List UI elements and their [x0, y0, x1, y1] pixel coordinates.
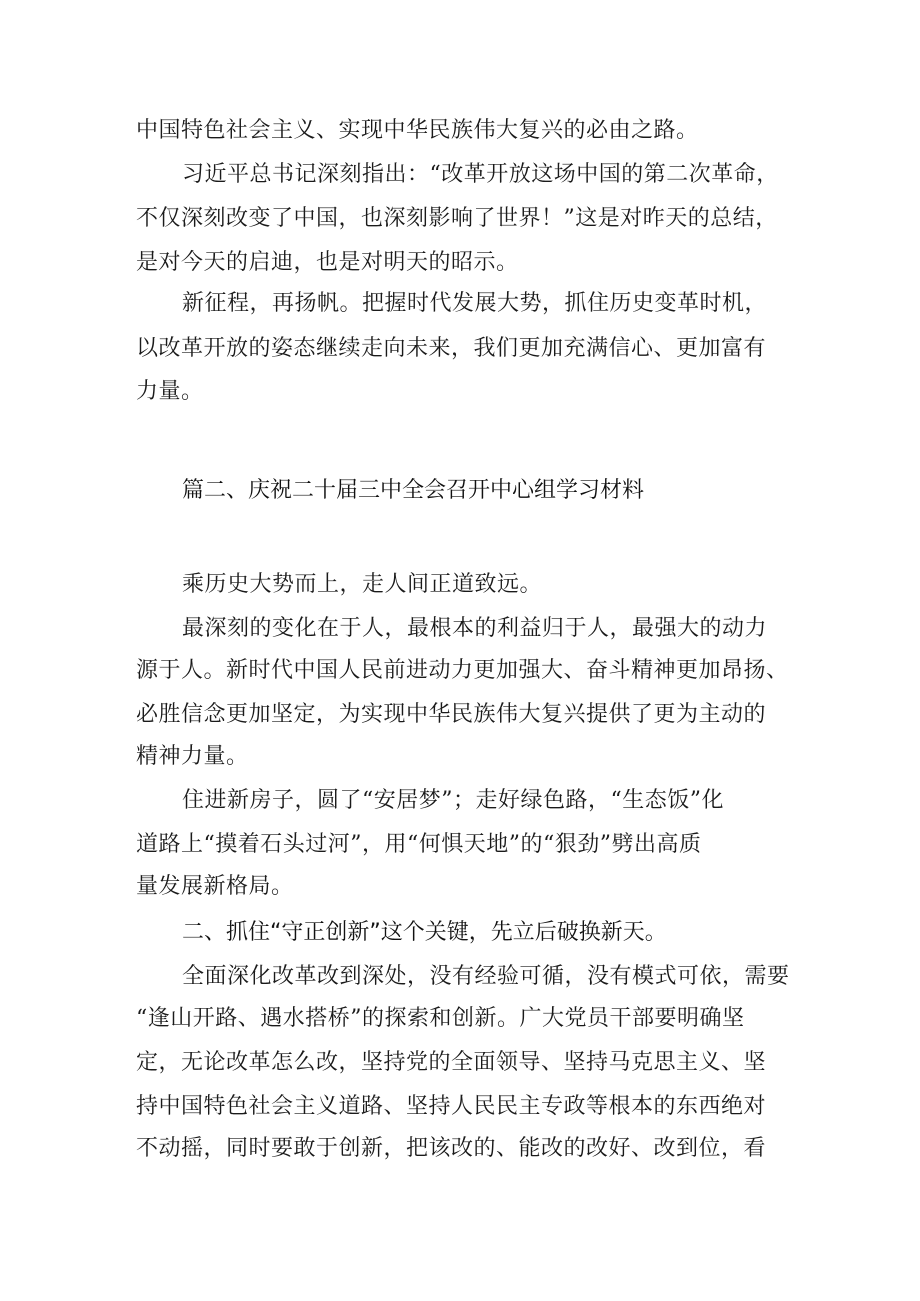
section-title: 篇二、庆祝二十届三中全会召开中心组学习材料 [182, 478, 645, 503]
text-line: 精神力量。 [136, 744, 249, 769]
text-line: “逢山开路、遇水搭桥”的探索和创新。广大党员干部要明确坚 [136, 1006, 745, 1031]
text-line: 以改革开放的姿态继续走向未来，我们更加充满信心、更加富有 [136, 336, 767, 361]
text-line: 新征程，再扬帆。把握时代发展大势，抓住历史变革时机， [182, 291, 768, 316]
text-line: 是对今天的启迪，也是对明天的昭示。 [136, 250, 519, 275]
text-line: 乘历史大势而上，走人间正道致远。 [182, 572, 543, 597]
text-line: 最深刻的变化在于人，最根本的利益归于人，最强大的动力 [182, 616, 768, 641]
text-line: 道路上“摸着石头过河”，用“何惧天地”的“狠劲”劈出高质 [136, 832, 702, 857]
sub-heading: 二、抓住“守正创新”这个关键，先立后破换新天。 [182, 920, 667, 945]
text-line: 力量。 [136, 379, 204, 404]
text-line: 习近平总书记深刻指出：“改革开放这场中国的第二次革命， [182, 162, 779, 187]
text-line: 不动摇，同时要敢于创新，把该改的、能改的改好、改到位，看 [136, 1136, 767, 1161]
text-line: 全面深化改革改到深处，没有经验可循，没有模式可依，需要 [182, 964, 790, 989]
text-line: 持中国特色社会主义道路、坚持人民民主专政等根本的东西绝对 [136, 1094, 767, 1119]
text-line: 必胜信念更加坚定，为实现中华民族伟大复兴提供了更为主动的 [136, 702, 767, 727]
text-line: 源于人。新时代中国人民前进动力更加强大、奋斗精神更加昂扬、 [136, 658, 789, 683]
text-line: 定，无论改革怎么改，坚持党的全面领导、坚持马克思主义、坚 [136, 1050, 767, 1075]
text-line: 住进新房子，圆了“安居梦”；走好绿色路，“生态饭”化 [182, 788, 724, 813]
text-line: 量发展新格局。 [136, 874, 294, 899]
text-line: 中国特色社会主义、实现中华民族伟大复兴的必由之路。 [136, 118, 699, 143]
text-line: 不仅深刻改变了中国，也深刻影响了世界！”这是对昨天的总结， [136, 206, 778, 231]
